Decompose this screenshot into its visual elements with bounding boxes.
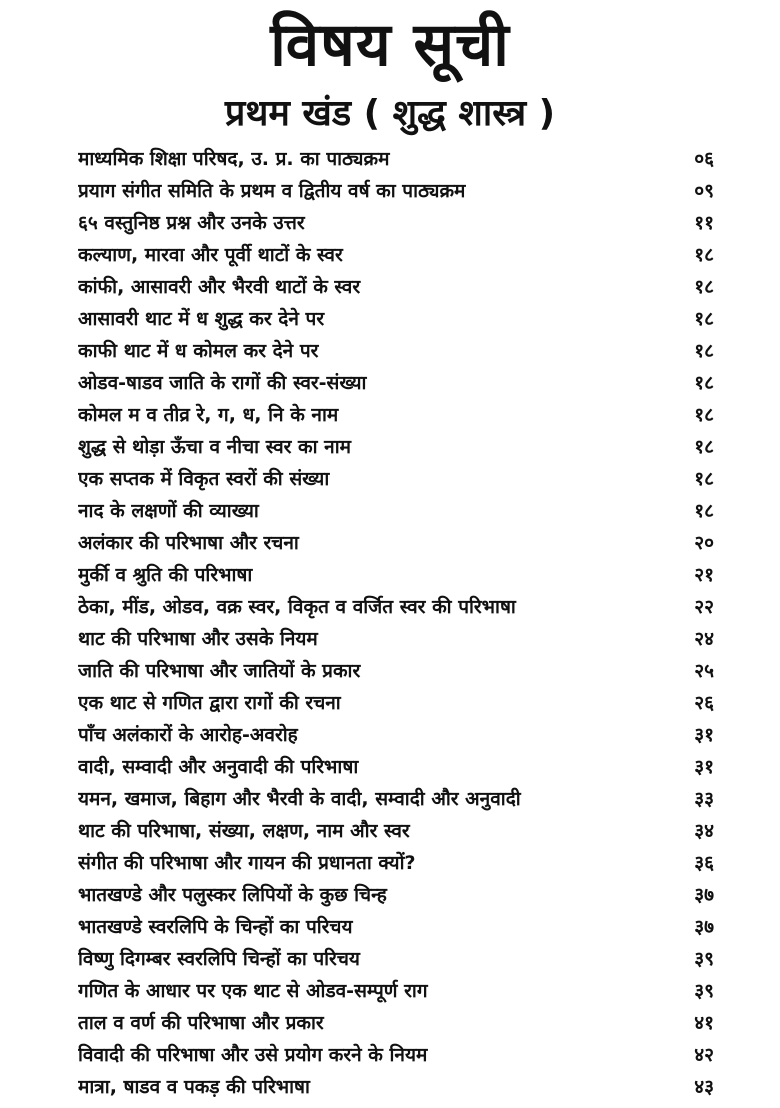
toc-entry-page-number: ३१ (694, 756, 714, 778)
toc-entry-title: शुद्ध से थोड़ा ऊँचा व नीचा स्वर का नाम (78, 436, 351, 458)
toc-entry (78, 1039, 714, 1071)
toc-entry (78, 751, 714, 783)
toc-entry (78, 175, 714, 207)
toc-list (78, 143, 714, 1103)
toc-entry-page-number: ११ (694, 212, 714, 234)
toc-entry (78, 623, 714, 655)
toc-entry (78, 911, 714, 943)
toc-entry-page-number: ३४ (694, 820, 714, 842)
toc-entry (78, 207, 714, 239)
toc-entry-page-number: ३७ (694, 884, 714, 906)
toc-entry-page-number: ३७ (694, 916, 714, 938)
toc-entry-page-number: २२ (694, 596, 714, 618)
toc-entry (78, 495, 714, 527)
toc-entry-page-number: ३९ (694, 948, 714, 970)
toc-entry (78, 367, 714, 399)
section-heading: प्रथम खंड ( शुद्ध शास्त्र ) (224, 93, 556, 134)
toc-entry-page-number: ३६ (694, 852, 714, 874)
page-title: विषय सूची (270, 10, 510, 80)
toc-entry (78, 463, 714, 495)
toc-entry (78, 783, 714, 815)
toc-entry-title: आसावरी थाट में ध शुद्ध कर देने पर (78, 308, 325, 330)
toc-entry-title: कोमल म व तीव्र रे, ग, ध, नि के नाम (78, 404, 339, 426)
toc-entry (78, 303, 714, 335)
toc-entry-page-number: २० (694, 532, 714, 554)
toc-entry (78, 655, 714, 687)
toc-entry-page-number: ०६ (694, 148, 714, 170)
toc-entry-page-number: २१ (694, 564, 714, 586)
toc-entry (78, 399, 714, 431)
toc-entry (78, 239, 714, 271)
toc-entry-page-number: २५ (694, 660, 714, 682)
toc-entry-title: जाति की परिभाषा और जातियों के प्रकार (78, 660, 361, 682)
toc-entry-title: थाट की परिभाषा, संख्या, लक्षण, नाम और स्वर (78, 820, 410, 842)
toc-entry-page-number: १८ (694, 244, 714, 266)
toc-entry (78, 1071, 714, 1103)
toc-entry-title: ओडव-षाडव जाति के रागों की स्वर-संख्या (78, 372, 367, 394)
toc-entry-title: गणित के आधार पर एक थाट से ओडव-सम्पूर्ण राग (78, 980, 428, 1002)
toc-entry-title: कांफी, आसावरी और भैरवी थाटों के स्वर (78, 276, 361, 298)
toc-entry-title: अलंकार की परिभाषा और रचना (78, 532, 299, 554)
toc-entry (78, 975, 714, 1007)
toc-entry (78, 527, 714, 559)
toc-entry-page-number: ४१ (694, 1012, 714, 1034)
toc-entry-page-number: १८ (694, 404, 714, 426)
toc-entry-title: भातखण्डे और पलुस्कर लिपियों के कुछ चिन्ह (78, 884, 387, 906)
toc-entry-title: नाद के लक्षणों की व्याख्या (78, 500, 259, 522)
toc-entry (78, 591, 714, 623)
toc-entry (78, 687, 714, 719)
toc-entry-page-number: १८ (694, 468, 714, 490)
toc-entry-title: थाट की परिभाषा और उसके नियम (78, 628, 318, 650)
toc-entry-title: काफी थाट में ध कोमल कर देने पर (78, 340, 319, 362)
toc-entry-page-number: ३९ (694, 980, 714, 1002)
toc-entry-title: मुर्की व श्रुति की परिभाषा (78, 564, 253, 586)
toc-entry (78, 143, 714, 175)
toc-entry (78, 335, 714, 367)
toc-entry (78, 1007, 714, 1039)
toc-entry-page-number: २४ (694, 628, 714, 650)
toc-entry-page-number: ०९ (694, 180, 714, 202)
toc-entry (78, 271, 714, 303)
toc-entry-title: विवादी की परिभाषा और उसे प्रयोग करने के नियम (78, 1044, 428, 1066)
toc-entry-page-number: १८ (694, 436, 714, 458)
toc-entry (78, 719, 714, 751)
toc-entry-title: विष्णु दिगम्बर स्वरलिपि चिन्हों का परिचय (78, 948, 360, 970)
toc-entry-title: प्रयाग संगीत समिति के प्रथम व द्वितीय वर्ष का पाठ्यक्रम (78, 180, 466, 202)
toc-entry-page-number: १८ (694, 372, 714, 394)
toc-entry (78, 815, 714, 847)
toc-entry (78, 431, 714, 463)
toc-entry-title: ठेका, मींड, ओडव, वक्र स्वर, विकृत व वर्जित स्वर की परिभाषा (78, 596, 516, 618)
toc-entry-page-number: ४३ (694, 1076, 714, 1098)
toc-entry (78, 943, 714, 975)
toc-entry-page-number: १८ (694, 276, 714, 298)
toc-entry (78, 847, 714, 879)
toc-entry-title: कल्याण, मारवा और पूर्वी थाटों के स्वर (78, 244, 343, 266)
toc-entry-title: ६५ वस्तुनिष्ठ प्रश्न और उनके उत्तर (78, 212, 305, 234)
toc-entry-page-number: १८ (694, 340, 714, 362)
toc-entry-page-number: ३३ (694, 788, 714, 810)
toc-entry-page-number: ४२ (694, 1044, 714, 1066)
toc-entry-title: एक सप्तक में विकृत स्वरों की संख्या (78, 468, 330, 490)
toc-entry-page-number: ३१ (694, 724, 714, 746)
toc-entry-title: मात्रा, षाडव व पकड़ की परिभाषा (78, 1076, 310, 1098)
toc-entry-title: यमन, खमाज, बिहाग और भैरवी के वादी, सम्वादी और अनुवादी (78, 788, 521, 810)
toc-entry-title: संगीत की परिभाषा और गायन की प्रधानता क्यों? (78, 852, 416, 874)
toc-entry-page-number: १८ (694, 500, 714, 522)
toc-entry-title: एक थाट से गणित द्वारा रागों की रचना (78, 692, 341, 714)
toc-entry-page-number: १८ (694, 308, 714, 330)
toc-entry-title: पाँच अलंकारों के आरोह-अवरोह (78, 724, 298, 746)
toc-entry-title: माध्यमिक शिक्षा परिषद, उ. प्र. का पाठ्यक्रम (78, 148, 390, 170)
toc-entry (78, 879, 714, 911)
toc-entry-title: वादी, सम्वादी और अनुवादी की परिभाषा (78, 756, 359, 778)
toc-entry-title: ताल व वर्ण की परिभाषा और प्रकार (78, 1012, 324, 1034)
toc-entry-page-number: २६ (694, 692, 714, 714)
toc-entry (78, 559, 714, 591)
toc-entry-title: भातखण्डे स्वरलिपि के चिन्हों का परिचय (78, 916, 353, 938)
